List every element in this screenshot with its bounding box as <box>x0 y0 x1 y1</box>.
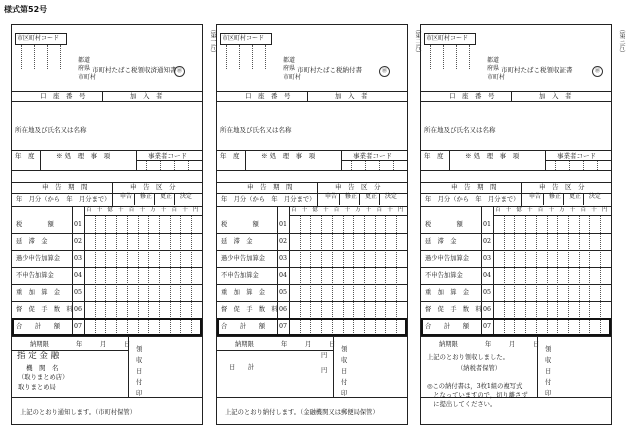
amount-row-number: 04 <box>279 272 288 279</box>
seal-mark-icon: ㊞ <box>174 66 185 77</box>
divider <box>72 206 73 334</box>
divider <box>493 206 494 334</box>
dotted-divider <box>583 161 584 170</box>
divider <box>217 101 407 102</box>
subscriber-label: 加 入 者 <box>539 92 572 100</box>
total-amount-box <box>12 318 202 336</box>
digit-unit-label: 億 <box>312 207 318 213</box>
receipt-stamp-label: 印 <box>136 390 143 397</box>
declaration-type-option: 申告 <box>325 193 338 200</box>
digit-unit-label: 円 <box>193 207 199 213</box>
declaration-type-option: 決定 <box>180 193 193 200</box>
city-code-label: 市区町村コード <box>222 35 265 42</box>
municipality-label: 市町村 <box>283 74 302 81</box>
processing-items-label: ※ 処 理 事 項 <box>465 152 520 160</box>
daily-total-label: 日 計 <box>229 364 255 371</box>
side-label-2: （第二片） <box>414 26 421 56</box>
declaration-period-label: 申 告 期 間 <box>451 183 497 191</box>
amount-row-label: 過少申告加算金 <box>16 255 61 262</box>
receipt-statement: 上記のとおり領収しました。 <box>427 354 509 361</box>
side-label-1: （第一片） <box>209 26 216 56</box>
receipt-stamp-label: 付 <box>136 379 143 386</box>
divider <box>12 397 202 398</box>
divider <box>12 350 128 351</box>
fiscal-year-label: 年 度 <box>220 152 240 160</box>
receipt-stamp-label: 領 <box>545 346 552 353</box>
divider <box>217 233 407 234</box>
divider <box>112 182 113 206</box>
dotted-divider <box>146 161 147 170</box>
amount-row-label: 税 額 <box>425 221 463 228</box>
divider <box>421 170 611 171</box>
amount-row-label: 重 加 算 金 <box>221 289 266 296</box>
amount-row-number: 06 <box>74 306 83 313</box>
period-from-to-label: 年 月分（から 年 月分まで） <box>425 196 520 203</box>
prefecture-label: 府県 <box>487 65 500 72</box>
amount-row-number: 07 <box>279 323 288 330</box>
dotted-divider <box>597 161 598 170</box>
prefecture-label: 都道 <box>487 57 500 64</box>
municipality-label: 市町村 <box>487 74 506 81</box>
digit-unit-label: 円 <box>398 207 404 213</box>
divider <box>277 206 278 334</box>
deadline-label: 納期限 <box>235 341 254 348</box>
receipt-stamp-label: 領 <box>341 346 348 353</box>
amount-row-label: 督 促 手 数 料 <box>425 306 482 313</box>
document-title: 市町村たばこ税納付書 <box>297 66 362 74</box>
amount-row-label: 過少申告加算金 <box>221 255 266 262</box>
business-code-label: 事業者コード <box>148 152 187 160</box>
digit-unit-label: 十 <box>344 207 351 213</box>
receipt-stamp-label: 領 <box>136 346 143 353</box>
digit-unit-label: 百 <box>537 207 544 213</box>
dotted-divider <box>47 45 48 69</box>
divider <box>12 101 202 102</box>
amount-row-label: 合 計 額 <box>221 323 266 330</box>
dotted-divider <box>430 45 431 69</box>
digit-unit-label: 千 <box>569 207 576 213</box>
receipt-stamp-label: 日 <box>136 368 143 375</box>
receipt-stamp-label: 日 <box>341 368 348 375</box>
digit-unit-label: 十 <box>505 207 512 213</box>
divider <box>289 215 407 216</box>
panel-receipt <box>420 24 612 425</box>
receipt-stamp-label: 収 <box>545 357 552 364</box>
divider <box>289 206 290 334</box>
dotted-divider <box>393 161 394 170</box>
form-number: 様式第52号 <box>4 5 48 14</box>
prefecture-label: 府県 <box>283 65 296 72</box>
declaration-type-option: 更正 <box>569 193 582 200</box>
amount-row-number: 01 <box>74 221 83 228</box>
amount-row-number: 04 <box>74 272 83 279</box>
digit-unit-label: 千 <box>527 207 533 213</box>
amount-row-number: 05 <box>74 289 83 296</box>
digit-unit-label: 十 <box>301 207 308 213</box>
declaration-type-option: 申告 <box>120 193 133 200</box>
dotted-divider <box>226 45 227 69</box>
declaration-period-label: 申 告 期 間 <box>247 183 293 191</box>
dotted-divider <box>469 45 470 69</box>
receipt-stamp-label: 付 <box>341 379 348 386</box>
dotted-divider <box>555 161 556 170</box>
divider <box>217 284 407 285</box>
digit-unit-label: 十 <box>387 207 393 213</box>
usage-note: ◎この納付書は，3枚1組の複写式 <box>427 383 523 390</box>
declaration-type-option: 修正 <box>140 193 153 200</box>
amount-row-label: 不申告加算金 <box>16 272 54 279</box>
digit-unit-label: 百 <box>333 207 340 213</box>
divider <box>521 182 522 206</box>
divider <box>217 170 407 171</box>
processing-items-label: ※ 処 理 事 項 <box>56 152 111 160</box>
panel-notice <box>11 24 203 425</box>
divider <box>421 267 611 268</box>
amount-row-label: 延 滞 金 <box>221 238 253 245</box>
divider <box>563 193 564 205</box>
divider <box>217 301 407 302</box>
divider <box>245 150 246 170</box>
declaration-type-option: 決定 <box>589 193 602 200</box>
address-name-label: 所在地及び氏名又は名称 <box>15 126 87 134</box>
divider <box>421 250 611 251</box>
divider <box>217 336 407 337</box>
amount-row-number: 03 <box>483 255 492 262</box>
receipt-statement: （納税者保管） <box>457 365 502 372</box>
dotted-divider <box>456 45 457 69</box>
account-number-label: 口 座 番 号 <box>245 92 291 100</box>
bank-name-label: 機 関 名 <box>26 364 59 372</box>
city-code-label: 市区町村コード <box>17 35 60 42</box>
divider <box>421 233 611 234</box>
amount-row-number: 02 <box>279 238 288 245</box>
dotted-divider <box>60 45 61 69</box>
divider <box>317 182 318 206</box>
bank-name-label: （取りまとめ店） <box>18 374 69 381</box>
dotted-divider <box>569 161 570 170</box>
amount-row-number: 05 <box>279 289 288 296</box>
prefecture-label: 府県 <box>78 65 91 72</box>
date-unit-label: 年 <box>485 341 492 348</box>
declaration-type-option: 修正 <box>549 193 562 200</box>
dotted-divider <box>443 45 444 69</box>
date-unit-label: 年 <box>76 341 83 348</box>
dotted-divider <box>239 45 240 69</box>
digit-unit-label: 百 <box>128 207 135 213</box>
declaration-type-label: 申 告 区 分 <box>539 183 585 191</box>
amount-row-number: 07 <box>74 323 83 330</box>
fiscal-year-label: 年 度 <box>424 152 444 160</box>
digit-unit-label: 千 <box>118 207 124 213</box>
dotted-divider <box>252 45 253 69</box>
bank-name-label: 指 定 金 融 <box>17 351 60 361</box>
date-unit-label: 月 <box>100 341 107 348</box>
amount-row-label: 税 額 <box>221 221 259 228</box>
business-code-label: 事業者コード <box>353 152 392 160</box>
digit-unit-label: 万 <box>355 207 361 213</box>
amount-row-label: 督 促 手 数 料 <box>16 306 73 313</box>
seal-mark-icon: ㊞ <box>592 66 603 77</box>
divider <box>12 170 202 171</box>
amount-row-number: 06 <box>279 306 288 313</box>
footer-note: 上記のとおり通知します。（市町村保管） <box>20 409 136 416</box>
amount-row-label: 督 促 手 数 料 <box>221 306 278 313</box>
receipt-stamp-label: 印 <box>545 390 552 397</box>
panel-payment-slip <box>216 24 408 425</box>
digit-unit-label: 百 <box>86 207 92 213</box>
digit-unit-label: 億 <box>516 207 522 213</box>
dotted-divider <box>160 161 161 170</box>
declaration-type-option: 更正 <box>160 193 173 200</box>
divider <box>12 250 202 251</box>
divider <box>12 284 202 285</box>
declaration-type-option: 決定 <box>385 193 398 200</box>
date-unit-label: 年 <box>281 341 288 348</box>
digit-unit-label: 百 <box>376 207 383 213</box>
divider <box>174 193 175 205</box>
receipt-stamp-label: 印 <box>341 390 348 397</box>
divider <box>421 284 611 285</box>
digit-unit-label: 十 <box>591 207 597 213</box>
amount-row-number: 01 <box>279 221 288 228</box>
divider <box>543 193 544 205</box>
declaration-period-label: 申 告 期 間 <box>42 183 88 191</box>
prefecture-label: 都道 <box>78 57 91 64</box>
digit-unit-label: 十 <box>182 207 188 213</box>
digit-unit-label: 億 <box>107 207 113 213</box>
amount-row-number: 06 <box>483 306 492 313</box>
period-from-to-label: 年 月分（から 年 月分まで） <box>221 196 316 203</box>
dotted-divider <box>21 45 22 69</box>
receipt-stamp-label: 付 <box>545 379 552 386</box>
document-title: 市町村たばこ税領収証書 <box>501 66 573 74</box>
document-title: 市町村たばこ税領収済通知書 <box>92 66 177 74</box>
digit-unit-label: 百 <box>171 207 178 213</box>
amount-row-number: 07 <box>483 323 492 330</box>
bank-name-label: 取りまとめ局 <box>18 384 56 391</box>
amount-row-label: 過少申告加算金 <box>425 255 470 262</box>
divider <box>333 336 334 397</box>
divider <box>102 91 103 101</box>
digit-unit-label: 万 <box>559 207 565 213</box>
usage-note: に提出してください。 <box>427 401 497 408</box>
divider <box>359 193 360 205</box>
business-code-label: 事業者コード <box>557 152 596 160</box>
divider <box>128 336 129 397</box>
amount-row-number: 02 <box>74 238 83 245</box>
period-from-to-label: 年 月分（から 年 月分まで） <box>16 196 111 203</box>
declaration-type-label: 申 告 区 分 <box>335 183 381 191</box>
amount-row-label: 重 加 算 金 <box>16 289 61 296</box>
amount-row-number: 03 <box>279 255 288 262</box>
digit-unit-label: 十 <box>96 207 103 213</box>
divider <box>40 150 41 170</box>
divider <box>421 101 611 102</box>
total-amount-box <box>421 318 611 336</box>
amount-row-label: 合 計 額 <box>16 323 61 330</box>
dotted-divider <box>34 45 35 69</box>
side-label-3: （第三片） <box>618 26 625 56</box>
address-name-label: 所在地及び氏名又は名称 <box>424 126 496 134</box>
declaration-type-option: 申告 <box>529 193 542 200</box>
receipt-stamp-label: 収 <box>136 357 143 364</box>
dotted-divider <box>379 161 380 170</box>
divider <box>12 233 202 234</box>
divider <box>493 215 611 216</box>
deadline-label: 納期限 <box>439 341 458 348</box>
divider <box>421 301 611 302</box>
divider <box>339 193 340 205</box>
total-amount-box <box>217 318 407 336</box>
amount-row-number: 04 <box>483 272 492 279</box>
yen-label: 円 <box>321 367 328 374</box>
declaration-type-option: 修正 <box>345 193 358 200</box>
digit-unit-label: 百 <box>291 207 297 213</box>
divider <box>307 91 308 101</box>
amount-row-label: 合 計 額 <box>425 323 470 330</box>
divider <box>217 267 407 268</box>
date-unit-label: 日 <box>124 341 131 348</box>
divider <box>84 206 85 334</box>
divider <box>84 215 202 216</box>
receipt-stamp-label: 日 <box>545 368 552 375</box>
digit-unit-label: 千 <box>365 207 372 213</box>
address-name-label: 所在地及び氏名又は名称 <box>220 126 292 134</box>
receipt-stamp-label: 収 <box>341 357 348 364</box>
prefecture-label: 都道 <box>283 57 296 64</box>
dotted-divider <box>174 161 175 170</box>
subscriber-label: 加 入 者 <box>130 92 163 100</box>
usage-note: となっていますので，切り離さず <box>427 392 528 399</box>
dotted-divider <box>351 161 352 170</box>
amount-row-number: 01 <box>483 221 492 228</box>
digit-unit-label: 百 <box>495 207 501 213</box>
divider <box>217 250 407 251</box>
declaration-type-label: 申 告 区 分 <box>130 183 176 191</box>
fiscal-year-label: 年 度 <box>15 152 35 160</box>
digit-unit-label: 百 <box>580 207 587 213</box>
digit-unit-label: 千 <box>323 207 329 213</box>
divider <box>217 397 407 398</box>
digit-unit-label: 千 <box>160 207 167 213</box>
amount-row-number: 03 <box>74 255 83 262</box>
divider <box>449 150 450 170</box>
amount-row-label: 延 滞 金 <box>16 238 48 245</box>
date-unit-label: 日 <box>533 341 540 348</box>
date-unit-label: 日 <box>329 341 336 348</box>
account-number-label: 口 座 番 号 <box>449 92 495 100</box>
divider <box>217 350 333 351</box>
city-code-label: 市区町村コード <box>426 35 469 42</box>
digit-unit-label: 十 <box>548 207 555 213</box>
divider <box>421 336 611 337</box>
amount-row-label: 不申告加算金 <box>221 272 259 279</box>
dotted-divider <box>365 161 366 170</box>
subscriber-label: 加 入 者 <box>335 92 368 100</box>
amount-row-label: 重 加 算 金 <box>425 289 470 296</box>
dotted-divider <box>265 45 266 69</box>
processing-items-label: ※ 処 理 事 項 <box>261 152 316 160</box>
amount-row-label: 税 額 <box>16 221 54 228</box>
date-unit-label: 月 <box>305 341 312 348</box>
amount-row-number: 05 <box>483 289 492 296</box>
municipality-label: 市町村 <box>78 74 97 81</box>
yen-label: 円 <box>321 352 328 359</box>
dotted-divider <box>188 161 189 170</box>
digit-unit-label: 十 <box>139 207 146 213</box>
digit-unit-label: 万 <box>150 207 156 213</box>
footer-note: 上記のとおり納付します。（金融機関又は郵便局保管） <box>225 409 379 416</box>
divider <box>12 336 202 337</box>
divider <box>379 193 380 205</box>
amount-row-label: 延 滞 金 <box>425 238 457 245</box>
account-number-label: 口 座 番 号 <box>40 92 86 100</box>
divider <box>12 301 202 302</box>
divider <box>12 267 202 268</box>
digit-unit-label: 円 <box>602 207 608 213</box>
divider <box>537 336 538 397</box>
divider <box>134 193 135 205</box>
divider <box>511 91 512 101</box>
divider <box>481 206 482 334</box>
amount-row-number: 02 <box>483 238 492 245</box>
amount-row-label: 不申告加算金 <box>425 272 463 279</box>
declaration-type-option: 更正 <box>365 193 378 200</box>
divider <box>154 193 155 205</box>
seal-mark-icon: ㊞ <box>379 66 390 77</box>
date-unit-label: 月 <box>509 341 516 348</box>
divider <box>583 193 584 205</box>
deadline-label: 納期限 <box>30 341 49 348</box>
